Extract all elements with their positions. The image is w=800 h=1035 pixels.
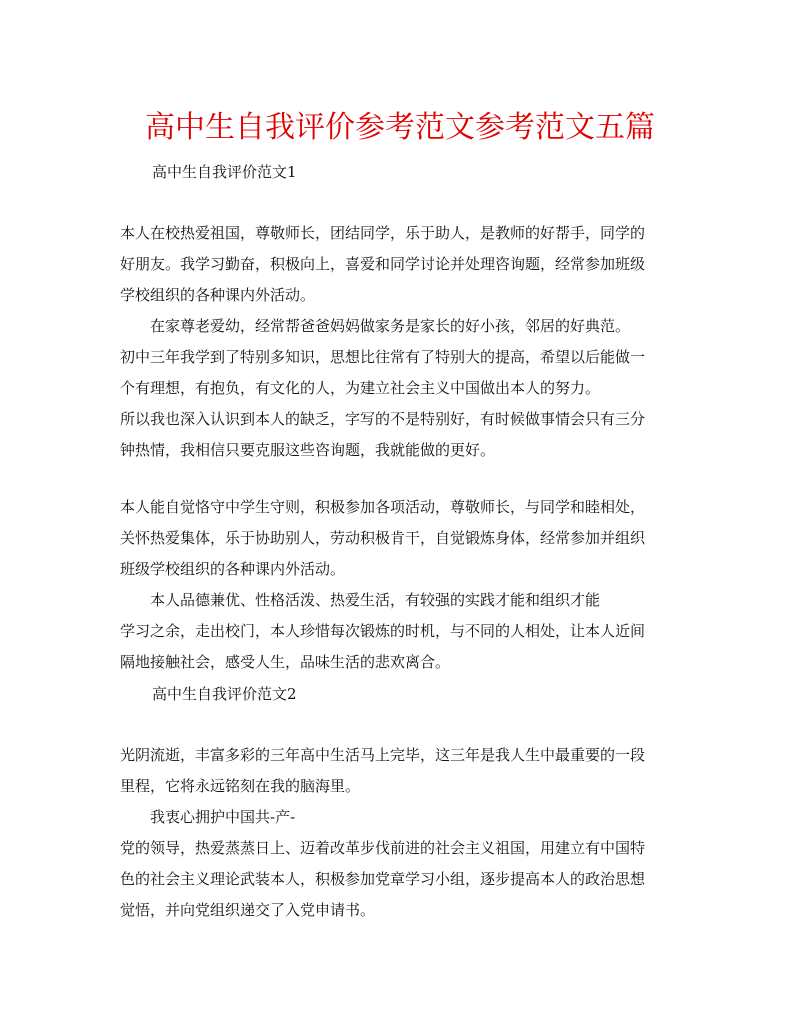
text-line: 钟热情，我相信只要克服这些咨询题，我就能做的更好。 (120, 441, 496, 459)
text-line: 关怀热爱集体，乐于协助别人，劳动积极肯干，自觉锻炼身体，经常参加并组织 (120, 529, 646, 547)
text-line: 觉悟，并向党组织递交了入党申请书。 (120, 901, 376, 919)
text-line: 所以我也深入认识到本人的缺乏，字写的不是特别好，有时候做事情会只有三分 (120, 410, 646, 428)
text-line: 好朋友。我学习勤奋，积极向上，喜爱和同学讨论并处理咨询题，经常参加班级 (120, 255, 646, 273)
text-line: 隔地接触社会，感受人生，品味生活的悲欢离合。 (120, 653, 451, 671)
text-line: 色的社会主义理论武装本人，积极参加党章学习小组，逐步提高本人的政治思想 (120, 870, 646, 888)
text-line: 初中三年我学到了特别多知识，思想比往常有了特别大的提高，希望以后能做一 (120, 348, 646, 366)
section-heading-1: 高中生自我评价范文1 (152, 163, 297, 181)
section1-paragraph-2 (120, 492, 680, 678)
text-line: 学校组织的各种课内外活动。 (120, 286, 316, 304)
text-line: 光阴流逝，丰富多彩的三年高中生活马上完毕，这三年是我人生中最重要的一段 (120, 746, 646, 764)
text-line: 党的领导，热爱蒸蒸日上、迈着改革步伐前进的社会主义祖国，用建立有中国特 (120, 839, 646, 857)
section-heading-2: 高中生自我评价范文2 (152, 685, 297, 703)
section2-paragraph-1 (120, 740, 680, 926)
text-line: 本人品德兼优、性格活泼、热爱生活，有较强的实践才能和组织才能 (120, 591, 601, 609)
text-line: 在家尊老爱幼，经常帮爸爸妈妈做家务是家长的好小孩，邻居的好典范。 (120, 317, 631, 335)
text-line: 里程，它将永远铭刻在我的脑海里。 (120, 777, 361, 795)
text-line: 个有理想，有抱负，有文化的人，为建立社会主义中国做出本人的努力。 (120, 379, 601, 397)
text-line: 班级学校组织的各种课内外活动。 (120, 560, 346, 578)
section1-paragraph-1 (120, 218, 680, 466)
text-line: 我衷心拥护中国共-产- (120, 808, 296, 826)
text-line: 本人能自觉恪守中学生守则，积极参加各项活动，尊敬师长，与同学和睦相处， (120, 498, 646, 516)
text-line: 学习之余，走出校门，本人珍惜每次锻炼的时机，与不同的人相处，让本人近间 (120, 622, 646, 640)
text-line: 本人在校热爱祖国，尊敬师长，团结同学，乐于助人，是教师的好帮手，同学的 (120, 224, 646, 242)
document-title: 高中生自我评价参考范文参考范文五篇 (145, 110, 655, 145)
